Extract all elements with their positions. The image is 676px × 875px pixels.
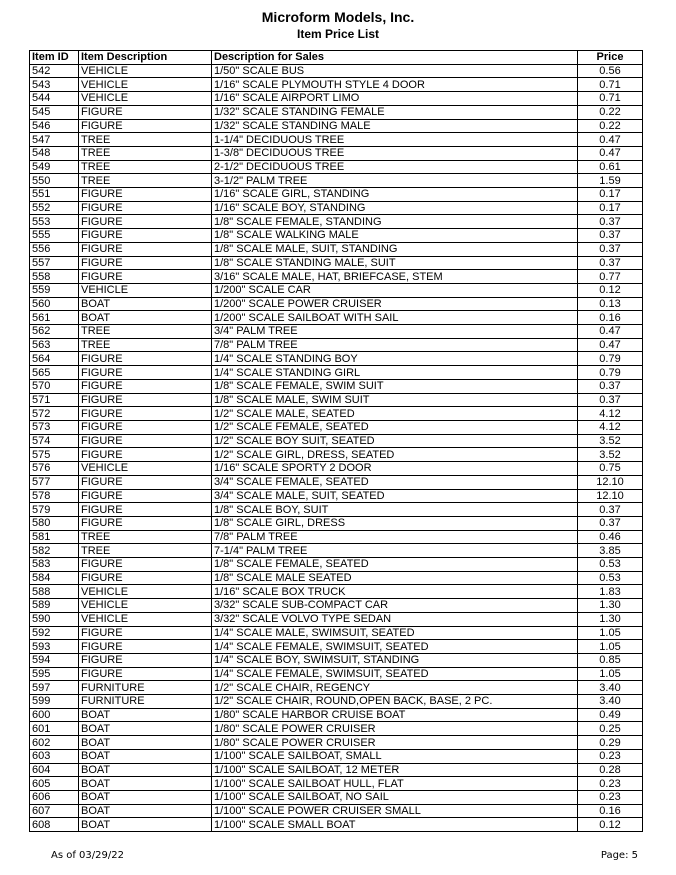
- item-id-cell: 595: [30, 667, 79, 681]
- price-cell: 0.17: [578, 188, 643, 202]
- sales-description-cell: 1/8" SCALE BOY, SUIT: [212, 503, 578, 517]
- sales-description-cell: 1/16" SCALE AIRPORT LIMO: [212, 92, 578, 106]
- sales-description-cell: 1/16" SCALE BOY, STANDING: [212, 201, 578, 215]
- sales-description-cell: 1/80" SCALE HARBOR CRUISE BOAT: [212, 708, 578, 722]
- item-description-cell: FIGURE: [79, 366, 212, 380]
- item-id-cell: 553: [30, 215, 79, 229]
- sales-description-cell: 1/16" SCALE PLYMOUTH STYLE 4 DOOR: [212, 78, 578, 92]
- table-row: [30, 146, 643, 160]
- sales-description-cell: 1/2" SCALE CHAIR, REGENCY: [212, 681, 578, 695]
- price-cell: 0.71: [578, 92, 643, 106]
- item-id-cell: 563: [30, 338, 79, 352]
- sales-description-cell: 7/8" PALM TREE: [212, 530, 578, 544]
- item-description-cell: BOAT: [79, 777, 212, 791]
- item-id-cell: 603: [30, 749, 79, 763]
- sales-description-cell: 1/8" SCALE MALE, SUIT, STANDING: [212, 242, 578, 256]
- price-cell: 0.53: [578, 571, 643, 585]
- item-id-cell: 579: [30, 503, 79, 517]
- price-cell: 0.22: [578, 119, 643, 133]
- item-id-cell: 550: [30, 174, 79, 188]
- price-cell: 0.28: [578, 763, 643, 777]
- item-id-cell: 548: [30, 146, 79, 160]
- item-id-cell: 565: [30, 366, 79, 380]
- sales-description-cell: 1/100" SCALE SAILBOAT, SMALL: [212, 749, 578, 763]
- price-cell: 0.47: [578, 338, 643, 352]
- item-description-cell: FIGURE: [79, 420, 212, 434]
- table-row: [30, 270, 643, 284]
- item-description-cell: FIGURE: [79, 516, 212, 530]
- price-cell: 12.10: [578, 489, 643, 503]
- item-description-cell: BOAT: [79, 708, 212, 722]
- table-row: [30, 695, 643, 709]
- price-cell: 1.05: [578, 640, 643, 654]
- price-cell: 3.52: [578, 448, 643, 462]
- table-row: [30, 174, 643, 188]
- table-row: [30, 420, 643, 434]
- item-id-cell: 562: [30, 325, 79, 339]
- item-description-cell: FIGURE: [79, 407, 212, 421]
- sales-description-cell: 1/100" SCALE SAILBOAT, 12 METER: [212, 763, 578, 777]
- item-id-cell: 597: [30, 681, 79, 695]
- sales-description-cell: 1/200" SCALE POWER CRUISER: [212, 297, 578, 311]
- page-number: Page: 5: [600, 850, 638, 861]
- table-row: [30, 558, 643, 572]
- item-id-cell: 607: [30, 804, 79, 818]
- sales-description-cell: 1/100" SCALE SAILBOAT HULL, FLAT: [212, 777, 578, 791]
- item-id-cell: 574: [30, 434, 79, 448]
- item-id-cell: 546: [30, 119, 79, 133]
- table-row: [30, 160, 643, 174]
- price-cell: 0.23: [578, 749, 643, 763]
- item-description-cell: FIGURE: [79, 188, 212, 202]
- table-row: [30, 352, 643, 366]
- item-description-cell: FIGURE: [79, 270, 212, 284]
- price-cell: 0.13: [578, 297, 643, 311]
- item-id-cell: 556: [30, 242, 79, 256]
- table-row: [30, 64, 643, 78]
- sales-description-cell: 1/50" SCALE BUS: [212, 64, 578, 78]
- table-row: [30, 571, 643, 585]
- table-row: [30, 516, 643, 530]
- price-cell: 4.12: [578, 407, 643, 421]
- table-row: [30, 105, 643, 119]
- table-row: [30, 790, 643, 804]
- table-row: [30, 626, 643, 640]
- item-description-cell: FURNITURE: [79, 681, 212, 695]
- sales-description-cell: 1/2" SCALE FEMALE, SEATED: [212, 420, 578, 434]
- table-header-row: [30, 51, 643, 65]
- price-cell: 0.17: [578, 201, 643, 215]
- price-cell: 0.47: [578, 133, 643, 147]
- report-title: Item Price List: [296, 27, 380, 41]
- price-cell: 0.12: [578, 283, 643, 297]
- price-cell: 0.37: [578, 516, 643, 530]
- column-header-item-id: Item ID: [30, 51, 79, 65]
- sales-description-cell: 1/8" SCALE FEMALE, SEATED: [212, 558, 578, 572]
- item-id-cell: 557: [30, 256, 79, 270]
- table-row: [30, 256, 643, 270]
- price-cell: 1.05: [578, 626, 643, 640]
- price-cell: 0.46: [578, 530, 643, 544]
- price-cell: 0.79: [578, 366, 643, 380]
- sales-description-cell: 1/8" SCALE GIRL, DRESS: [212, 516, 578, 530]
- item-description-cell: BOAT: [79, 804, 212, 818]
- company-name: Microform Models, Inc.: [261, 9, 415, 25]
- item-description-cell: VEHICLE: [79, 585, 212, 599]
- price-cell: 0.53: [578, 558, 643, 572]
- sales-description-cell: 2-1/2" DECIDUOUS TREE: [212, 160, 578, 174]
- sales-description-cell: 3/4" PALM TREE: [212, 325, 578, 339]
- item-description-cell: FIGURE: [79, 242, 212, 256]
- column-header-item-description: Item Description: [79, 51, 212, 65]
- price-cell: 0.22: [578, 105, 643, 119]
- table-row: [30, 585, 643, 599]
- sales-description-cell: 1/8" SCALE MALE SEATED: [212, 571, 578, 585]
- item-description-cell: TREE: [79, 146, 212, 160]
- item-id-cell: 602: [30, 736, 79, 750]
- table-row: [30, 462, 643, 476]
- item-id-cell: 600: [30, 708, 79, 722]
- price-cell: 0.29: [578, 736, 643, 750]
- item-description-cell: VEHICLE: [79, 462, 212, 476]
- item-id-cell: 590: [30, 612, 79, 626]
- item-description-cell: FIGURE: [79, 503, 212, 517]
- sales-description-cell: 3/16" SCALE MALE, HAT, BRIEFCASE, STEM: [212, 270, 578, 284]
- price-cell: 3.52: [578, 434, 643, 448]
- price-cell: 0.37: [578, 503, 643, 517]
- table-row: [30, 667, 643, 681]
- item-id-cell: 582: [30, 544, 79, 558]
- price-cell: 0.37: [578, 242, 643, 256]
- item-id-cell: 608: [30, 818, 79, 832]
- item-description-cell: BOAT: [79, 311, 212, 325]
- sales-description-cell: 1/100" SCALE POWER CRUISER SMALL: [212, 804, 578, 818]
- price-cell: 0.75: [578, 462, 643, 476]
- sales-description-cell: 1/32" SCALE STANDING MALE: [212, 119, 578, 133]
- price-cell: 1.30: [578, 612, 643, 626]
- price-cell: 12.10: [578, 475, 643, 489]
- sales-description-cell: 7-1/4" PALM TREE: [212, 544, 578, 558]
- item-description-cell: FURNITURE: [79, 695, 212, 709]
- item-description-cell: FIGURE: [79, 352, 212, 366]
- item-id-cell: 570: [30, 379, 79, 393]
- sales-description-cell: 1/80" SCALE POWER CRUISER: [212, 722, 578, 736]
- table-row: [30, 612, 643, 626]
- table-row: [30, 92, 643, 106]
- item-id-cell: 552: [30, 201, 79, 215]
- item-description-cell: VEHICLE: [79, 64, 212, 78]
- table-row: [30, 133, 643, 147]
- table-row: [30, 708, 643, 722]
- price-cell: 0.25: [578, 722, 643, 736]
- sales-description-cell: 1-3/8" DECIDUOUS TREE: [212, 146, 578, 160]
- sales-description-cell: 1/8" SCALE FEMALE, SWIM SUIT: [212, 379, 578, 393]
- item-description-cell: FIGURE: [79, 558, 212, 572]
- item-id-cell: 560: [30, 297, 79, 311]
- item-id-cell: 584: [30, 571, 79, 585]
- report-header: [0, 9, 676, 42]
- item-id-cell: 549: [30, 160, 79, 174]
- item-id-cell: 543: [30, 78, 79, 92]
- item-id-cell: 577: [30, 475, 79, 489]
- sales-description-cell: 1/8" SCALE FEMALE, STANDING: [212, 215, 578, 229]
- sales-description-cell: 1/2" SCALE GIRL, DRESS, SEATED: [212, 448, 578, 462]
- sales-description-cell: 1/8" SCALE WALKING MALE: [212, 229, 578, 243]
- price-cell: 0.71: [578, 78, 643, 92]
- price-cell: 1.30: [578, 599, 643, 613]
- price-cell: 0.16: [578, 804, 643, 818]
- item-id-cell: 599: [30, 695, 79, 709]
- item-id-cell: 559: [30, 283, 79, 297]
- table-row: [30, 242, 643, 256]
- sales-description-cell: 1/4" SCALE BOY, SWIMSUIT, STANDING: [212, 653, 578, 667]
- item-description-cell: FIGURE: [79, 448, 212, 462]
- column-header-price: Price: [578, 51, 643, 65]
- item-description-cell: FIGURE: [79, 379, 212, 393]
- item-id-cell: 583: [30, 558, 79, 572]
- price-cell: 0.85: [578, 653, 643, 667]
- price-cell: 0.23: [578, 777, 643, 791]
- table-row: [30, 599, 643, 613]
- item-id-cell: 573: [30, 420, 79, 434]
- table-row: [30, 530, 643, 544]
- item-description-cell: FIGURE: [79, 256, 212, 270]
- table-row: [30, 777, 643, 791]
- item-description-cell: TREE: [79, 174, 212, 188]
- item-description-cell: BOAT: [79, 749, 212, 763]
- table-row: [30, 736, 643, 750]
- table-row: [30, 215, 643, 229]
- item-description-cell: FIGURE: [79, 215, 212, 229]
- sales-description-cell: 1/2" SCALE CHAIR, ROUND,OPEN BACK, BASE, 2 PC.: [212, 695, 578, 709]
- table-row: [30, 640, 643, 654]
- sales-description-cell: 1/16" SCALE SPORTY 2 DOOR: [212, 462, 578, 476]
- price-cell: 0.37: [578, 215, 643, 229]
- item-description-cell: VEHICLE: [79, 283, 212, 297]
- item-id-cell: 542: [30, 64, 79, 78]
- item-description-cell: BOAT: [79, 736, 212, 750]
- table-row: [30, 311, 643, 325]
- item-description-cell: TREE: [79, 160, 212, 174]
- item-description-cell: VEHICLE: [79, 92, 212, 106]
- item-id-cell: 593: [30, 640, 79, 654]
- price-cell: 0.56: [578, 64, 643, 78]
- item-description-cell: FIGURE: [79, 626, 212, 640]
- sales-description-cell: 1/32" SCALE STANDING FEMALE: [212, 105, 578, 119]
- sales-description-cell: 1/2" SCALE BOY SUIT, SEATED: [212, 434, 578, 448]
- table-row: [30, 818, 643, 832]
- price-cell: 3.40: [578, 681, 643, 695]
- item-description-cell: VEHICLE: [79, 612, 212, 626]
- item-description-cell: FIGURE: [79, 653, 212, 667]
- item-description-cell: TREE: [79, 530, 212, 544]
- item-description-cell: FIGURE: [79, 475, 212, 489]
- column-header-description-for-sales: Description for Sales: [212, 51, 578, 65]
- item-id-cell: 594: [30, 653, 79, 667]
- price-cell: 1.05: [578, 667, 643, 681]
- table-row: [30, 78, 643, 92]
- sales-description-cell: 1/4" SCALE STANDING BOY: [212, 352, 578, 366]
- price-cell: 1.59: [578, 174, 643, 188]
- table-row: [30, 804, 643, 818]
- item-id-cell: 588: [30, 585, 79, 599]
- table-row: [30, 393, 643, 407]
- item-id-cell: 555: [30, 229, 79, 243]
- sales-description-cell: 1/4" SCALE STANDING GIRL: [212, 366, 578, 380]
- table-row: [30, 188, 643, 202]
- sales-description-cell: 7/8" PALM TREE: [212, 338, 578, 352]
- item-id-cell: 592: [30, 626, 79, 640]
- table-row: [30, 681, 643, 695]
- price-cell: 1.83: [578, 585, 643, 599]
- item-description-cell: FIGURE: [79, 119, 212, 133]
- table-row: [30, 544, 643, 558]
- price-cell: 0.47: [578, 146, 643, 160]
- price-cell: 0.37: [578, 256, 643, 270]
- price-cell: 3.40: [578, 695, 643, 709]
- item-description-cell: VEHICLE: [79, 599, 212, 613]
- item-id-cell: 564: [30, 352, 79, 366]
- item-description-cell: TREE: [79, 544, 212, 558]
- item-description-cell: FIGURE: [79, 667, 212, 681]
- price-table: [29, 50, 643, 832]
- price-cell: 0.61: [578, 160, 643, 174]
- item-description-cell: TREE: [79, 338, 212, 352]
- item-description-cell: FIGURE: [79, 393, 212, 407]
- item-id-cell: 601: [30, 722, 79, 736]
- item-description-cell: VEHICLE: [79, 78, 212, 92]
- sales-description-cell: 1/16" SCALE GIRL, STANDING: [212, 188, 578, 202]
- table-row: [30, 201, 643, 215]
- table-row: [30, 653, 643, 667]
- item-id-cell: 571: [30, 393, 79, 407]
- sales-description-cell: 1/8" SCALE STANDING MALE, SUIT: [212, 256, 578, 270]
- price-cell: 0.37: [578, 379, 643, 393]
- sales-description-cell: 1/4" SCALE FEMALE, SWIMSUIT, SEATED: [212, 640, 578, 654]
- item-description-cell: BOAT: [79, 790, 212, 804]
- price-cell: 0.23: [578, 790, 643, 804]
- table-row: [30, 366, 643, 380]
- item-description-cell: BOAT: [79, 818, 212, 832]
- table-row: [30, 434, 643, 448]
- price-cell: 0.49: [578, 708, 643, 722]
- table-row: [30, 448, 643, 462]
- item-id-cell: 581: [30, 530, 79, 544]
- item-id-cell: 575: [30, 448, 79, 462]
- item-description-cell: BOAT: [79, 763, 212, 777]
- table-row: [30, 489, 643, 503]
- sales-description-cell: 1/8" SCALE MALE, SWIM SUIT: [212, 393, 578, 407]
- price-cell: 0.37: [578, 229, 643, 243]
- item-description-cell: TREE: [79, 133, 212, 147]
- item-description-cell: TREE: [79, 325, 212, 339]
- item-description-cell: FIGURE: [79, 229, 212, 243]
- price-cell: 4.12: [578, 420, 643, 434]
- as-of-date: As of 03/29/22: [51, 850, 124, 861]
- sales-description-cell: 1/200" SCALE CAR: [212, 283, 578, 297]
- sales-description-cell: 3/32" SCALE SUB-COMPACT CAR: [212, 599, 578, 613]
- sales-description-cell: 1/100" SCALE SAILBOAT, NO SAIL: [212, 790, 578, 804]
- price-cell: 0.12: [578, 818, 643, 832]
- table-row: [30, 229, 643, 243]
- table-row: [30, 763, 643, 777]
- item-id-cell: 545: [30, 105, 79, 119]
- table-row: [30, 379, 643, 393]
- table-row: [30, 749, 643, 763]
- price-cell: 0.16: [578, 311, 643, 325]
- item-id-cell: 605: [30, 777, 79, 791]
- price-cell: 0.77: [578, 270, 643, 284]
- sales-description-cell: 1-1/4" DECIDUOUS TREE: [212, 133, 578, 147]
- price-cell: 3.85: [578, 544, 643, 558]
- item-id-cell: 604: [30, 763, 79, 777]
- item-id-cell: 544: [30, 92, 79, 106]
- sales-description-cell: 1/200" SCALE SAILBOAT WITH SAIL: [212, 311, 578, 325]
- table-row: [30, 119, 643, 133]
- item-id-cell: 558: [30, 270, 79, 284]
- item-id-cell: 580: [30, 516, 79, 530]
- item-id-cell: 576: [30, 462, 79, 476]
- sales-description-cell: 3-1/2" PALM TREE: [212, 174, 578, 188]
- table-row: [30, 325, 643, 339]
- item-id-cell: 547: [30, 133, 79, 147]
- sales-description-cell: 1/16" SCALE BOX TRUCK: [212, 585, 578, 599]
- sales-description-cell: 3/32" SCALE VOLVO TYPE SEDAN: [212, 612, 578, 626]
- item-id-cell: 551: [30, 188, 79, 202]
- sales-description-cell: 3/4" SCALE FEMALE, SEATED: [212, 475, 578, 489]
- table-row: [30, 338, 643, 352]
- sales-description-cell: 1/4" SCALE MALE, SWIMSUIT, SEATED: [212, 626, 578, 640]
- item-description-cell: FIGURE: [79, 489, 212, 503]
- table-row: [30, 475, 643, 489]
- sales-description-cell: 1/80" SCALE POWER CRUISER: [212, 736, 578, 750]
- item-id-cell: 578: [30, 489, 79, 503]
- item-id-cell: 572: [30, 407, 79, 421]
- table-row: [30, 407, 643, 421]
- table-row: [30, 722, 643, 736]
- item-description-cell: FIGURE: [79, 201, 212, 215]
- item-description-cell: BOAT: [79, 297, 212, 311]
- sales-description-cell: 1/100" SCALE SMALL BOAT: [212, 818, 578, 832]
- item-id-cell: 606: [30, 790, 79, 804]
- item-description-cell: FIGURE: [79, 105, 212, 119]
- sales-description-cell: 1/2" SCALE MALE, SEATED: [212, 407, 578, 421]
- table-row: [30, 283, 643, 297]
- item-id-cell: 561: [30, 311, 79, 325]
- item-description-cell: BOAT: [79, 722, 212, 736]
- item-description-cell: FIGURE: [79, 640, 212, 654]
- item-description-cell: FIGURE: [79, 434, 212, 448]
- sales-description-cell: 1/4" SCALE FEMALE, SWIMSUIT, SEATED: [212, 667, 578, 681]
- table-body: [30, 64, 643, 831]
- item-description-cell: FIGURE: [79, 571, 212, 585]
- sales-description-cell: 3/4" SCALE MALE, SUIT, SEATED: [212, 489, 578, 503]
- table-row: [30, 297, 643, 311]
- price-cell: 0.37: [578, 393, 643, 407]
- price-cell: 0.79: [578, 352, 643, 366]
- price-cell: 0.47: [578, 325, 643, 339]
- table-row: [30, 503, 643, 517]
- item-id-cell: 589: [30, 599, 79, 613]
